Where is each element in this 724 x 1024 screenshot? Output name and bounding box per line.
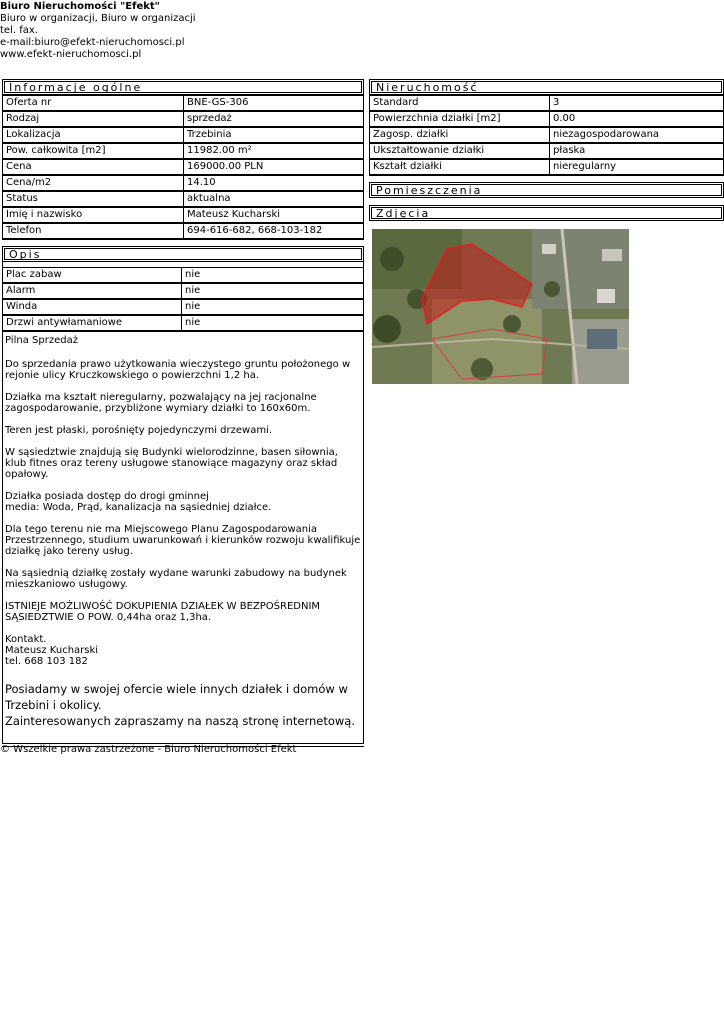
table-row: [3, 315, 364, 331]
table-row: [3, 191, 364, 207]
row-label: Ukształtowanie działki: [370, 143, 550, 159]
aerial-photo[interactable]: [372, 229, 629, 384]
company-name: Biuro Nieruchomości "Efekt": [0, 1, 160, 12]
left-column: [2, 79, 364, 747]
description-paragraph: ISTNIEJE MOŻLIWOŚĆ DOKUPIENIA DZIAŁEK W BEZPOŚREDNIM SĄSIEDZTWIE O POW. 0,44ha oraz 1,3ha.: [5, 601, 321, 623]
row-value: nie: [182, 299, 364, 315]
row-label: Cena/m2: [3, 175, 184, 191]
table-row: [3, 223, 364, 239]
rooms-heading: Pomieszczenia: [369, 182, 724, 198]
description-paragraph: Działka ma kształt nieregularny, pozwalający na jej racjonalne zagospodarowanie, przybliżone wymiary działki to 160x60m.: [5, 392, 317, 414]
table-row: [370, 96, 724, 112]
footer-copyright: © Wszelkie prawa zastrzeżone - Biuro Nieruchomości Efekt: [0, 744, 297, 755]
contact-paragraph: Kontakt. Mateusz Kucharski tel. 668 103 182: [5, 634, 99, 667]
table-row: [3, 207, 364, 223]
row-label: Winda: [3, 299, 182, 315]
row-label: Powierzchnia działki [m2]: [370, 111, 550, 127]
row-value: nieregularny: [550, 159, 724, 175]
row-label: Zagosp. działki: [370, 127, 550, 143]
company-phone: tel. fax.: [0, 25, 38, 36]
table-row: [3, 268, 364, 284]
row-value: aktualna: [184, 191, 364, 207]
agency-header: [0, 1, 196, 61]
promo-line: Zainteresowanych zapraszamy na naszą stronę internetową.: [5, 714, 355, 728]
row-label: Telefon: [3, 223, 184, 239]
description-paragraph: Pilna Sprzedaż: [5, 335, 78, 346]
table-row: [3, 111, 364, 127]
description-paragraph: Do sprzedania prawo użytkowania wieczystego gruntu położonego w rejonie ulicy Kruczkowskiego o powierzchni 1,2 ha.: [5, 359, 351, 381]
row-value: BNE-GS-306: [184, 96, 364, 112]
row-label: Drzwi antywłamaniowe: [3, 315, 182, 331]
table-row: [370, 111, 724, 127]
aerial-map-image: [372, 229, 629, 384]
description-paragraph: Na sąsiednią działkę zostały wydane warunki zabudowy na budynek mieszkaniowo usługowy.: [5, 568, 347, 590]
row-label: Oferta nr: [3, 96, 184, 112]
row-value: 0.00: [550, 111, 724, 127]
description-text: [2, 335, 364, 667]
row-label: Status: [3, 191, 184, 207]
general-info-table: [2, 95, 364, 240]
row-value: 3: [550, 96, 724, 112]
row-label: Pow. całkowita [m2]: [3, 143, 184, 159]
row-value: sprzedaż: [184, 111, 364, 127]
row-value: płaska: [550, 143, 724, 159]
left-column-border: [363, 247, 364, 744]
row-value: nie: [182, 268, 364, 284]
row-label: Rodzaj: [3, 111, 184, 127]
row-value: 694-616-682, 668-103-182: [184, 223, 364, 239]
row-value: Mateusz Kucharski: [184, 207, 364, 223]
table-row: [3, 143, 364, 159]
table-row: [3, 96, 364, 112]
row-label: Alarm: [3, 283, 182, 299]
table-row: [370, 143, 724, 159]
table-row: [370, 159, 724, 175]
features-table: [2, 267, 364, 332]
company-address: Biuro w organizacji, Biuro w organizacji: [0, 13, 196, 24]
right-column: [369, 79, 724, 221]
promo-line: Posiadamy w swojej ofercie wiele innych działek i domów w Trzebini i okolicy.: [5, 682, 348, 712]
row-value: Trzebinia: [184, 127, 364, 143]
table-row: [3, 299, 364, 315]
left-column-border: [2, 247, 3, 744]
table-row: [3, 159, 364, 175]
description-heading: Opis: [2, 246, 364, 262]
description-paragraph: Dla tego terenu nie ma Miejscowego Planu Zagospodarowania Przestrzennego, studium uwarunkowań i kierunków rozwoju kwalifikuje działkę jako tereny usług.: [5, 524, 361, 557]
row-value: 14.10: [184, 175, 364, 191]
description-paragraph: W sąsiedztwie znajdują się Budynki wielorodzinne, basen siłownia, klub fitnes oraz tereny usługowe stanowiące magazyny oraz skład opałowy.: [5, 447, 338, 480]
table-row: [3, 175, 364, 191]
general-info-heading: Informacje ogólne: [2, 79, 364, 95]
row-value: 11982.00 m²: [184, 143, 364, 159]
description-paragraph: Teren jest płaski, porośnięty pojedynczymi drzewami.: [5, 425, 273, 436]
row-value: niezagospodarowana: [550, 127, 724, 143]
row-value: nie: [182, 283, 364, 299]
photos-heading: Zdjęcia: [369, 205, 724, 221]
table-row: [3, 283, 364, 299]
property-heading: Nieruchomość: [369, 79, 724, 95]
row-label: Imię i nazwisko: [3, 207, 184, 223]
description-paragraph: Działka posiada dostęp do drogi gminnej media: Woda, Prąd, kanalizacja na sąsiedniej działce.: [5, 491, 272, 513]
property-table: [369, 95, 724, 176]
company-email: e-mail:biuro@efekt-nieruchomosci.pl: [0, 37, 185, 48]
row-label: Lokalizacja: [3, 127, 184, 143]
company-website: www.efekt-nieruchomosci.pl: [0, 49, 142, 60]
row-label: Kształt działki: [370, 159, 550, 175]
row-label: Cena: [3, 159, 184, 175]
row-value: 169000.00 PLN: [184, 159, 364, 175]
promo-text: [2, 681, 364, 729]
row-label: Standard: [370, 96, 550, 112]
row-value: nie: [182, 315, 364, 331]
table-row: [3, 127, 364, 143]
row-label: Plac zabaw: [3, 268, 182, 284]
table-row: [370, 127, 724, 143]
